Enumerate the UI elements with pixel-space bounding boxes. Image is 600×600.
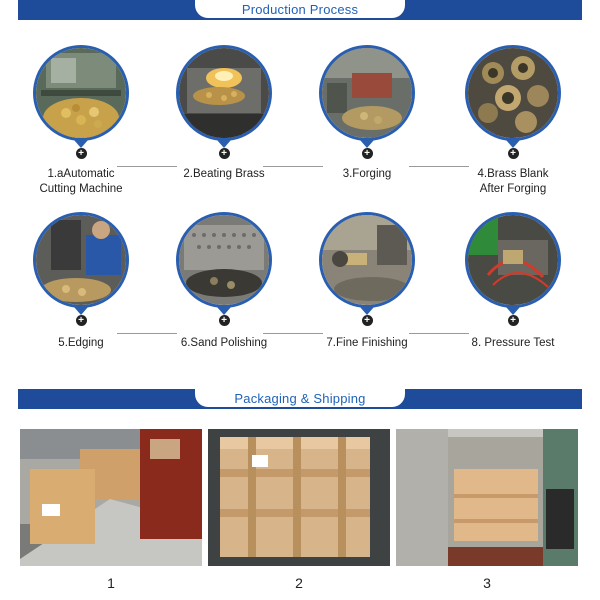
step-photo-cutting-machine xyxy=(33,45,129,141)
pointer-icon xyxy=(360,140,374,148)
packaging-shipping-banner xyxy=(18,389,582,409)
production-process-title: Production Process xyxy=(241,1,359,17)
step-photo-sand-polishing xyxy=(176,212,272,308)
pointer-icon xyxy=(506,140,520,148)
photo-number: 3 xyxy=(483,575,491,591)
plus-icon: + xyxy=(362,148,373,159)
photo-number: 2 xyxy=(295,575,303,591)
step-automatic-cutting xyxy=(21,45,141,197)
plus-icon: + xyxy=(219,148,230,159)
packaging-photo-boxes xyxy=(20,429,202,566)
packaging-shipping-title: Packaging & Shipping xyxy=(234,390,366,406)
step-sand-polishing xyxy=(164,212,284,351)
plus-icon: + xyxy=(508,315,519,326)
step-photo-fine-finishing xyxy=(319,212,415,308)
step-fine-finishing xyxy=(307,212,427,351)
step-label: 3.Forging xyxy=(342,168,392,180)
step-forging xyxy=(307,45,427,182)
pointer-icon xyxy=(217,307,231,315)
plus-icon: + xyxy=(76,315,87,326)
production-process-tab xyxy=(194,0,406,19)
step-edging xyxy=(21,212,141,351)
packaging-shipping-tab xyxy=(194,389,406,408)
step-label: 8. Pressure Test xyxy=(471,337,555,349)
pointer-icon xyxy=(506,307,520,315)
pointer-icon xyxy=(217,140,231,148)
step-label: 6.Sand Polishing xyxy=(180,337,268,349)
plus-icon: + xyxy=(219,315,230,326)
pointer-icon xyxy=(360,307,374,315)
step-pressure-test xyxy=(453,212,573,351)
plus-icon: + xyxy=(76,148,87,159)
step-label: 2.Beating Brass xyxy=(183,168,265,180)
production-process-banner xyxy=(18,0,582,20)
packaging-photo-pallet xyxy=(208,429,390,566)
step-label: 7.Fine Finishing xyxy=(326,337,408,349)
pointer-icon xyxy=(74,307,88,315)
step-photo-edging xyxy=(33,212,129,308)
step-beating-brass xyxy=(164,45,284,182)
plus-icon: + xyxy=(362,315,373,326)
step-photo-pressure-test xyxy=(465,212,561,308)
step-photo-forging xyxy=(319,45,415,141)
step-brass-blank xyxy=(453,45,573,197)
step-label: 4.Brass Blank After Forging xyxy=(477,168,549,195)
photo-number: 1 xyxy=(107,575,115,591)
step-photo-brass-blank xyxy=(465,45,561,141)
step-label: 5.Edging xyxy=(58,337,104,349)
plus-icon: + xyxy=(508,148,519,159)
step-photo-beating-brass xyxy=(176,45,272,141)
pointer-icon xyxy=(74,140,88,148)
step-label: 1.aAutomatic Cutting Machine xyxy=(39,168,123,195)
packaging-photo-container xyxy=(396,429,578,566)
